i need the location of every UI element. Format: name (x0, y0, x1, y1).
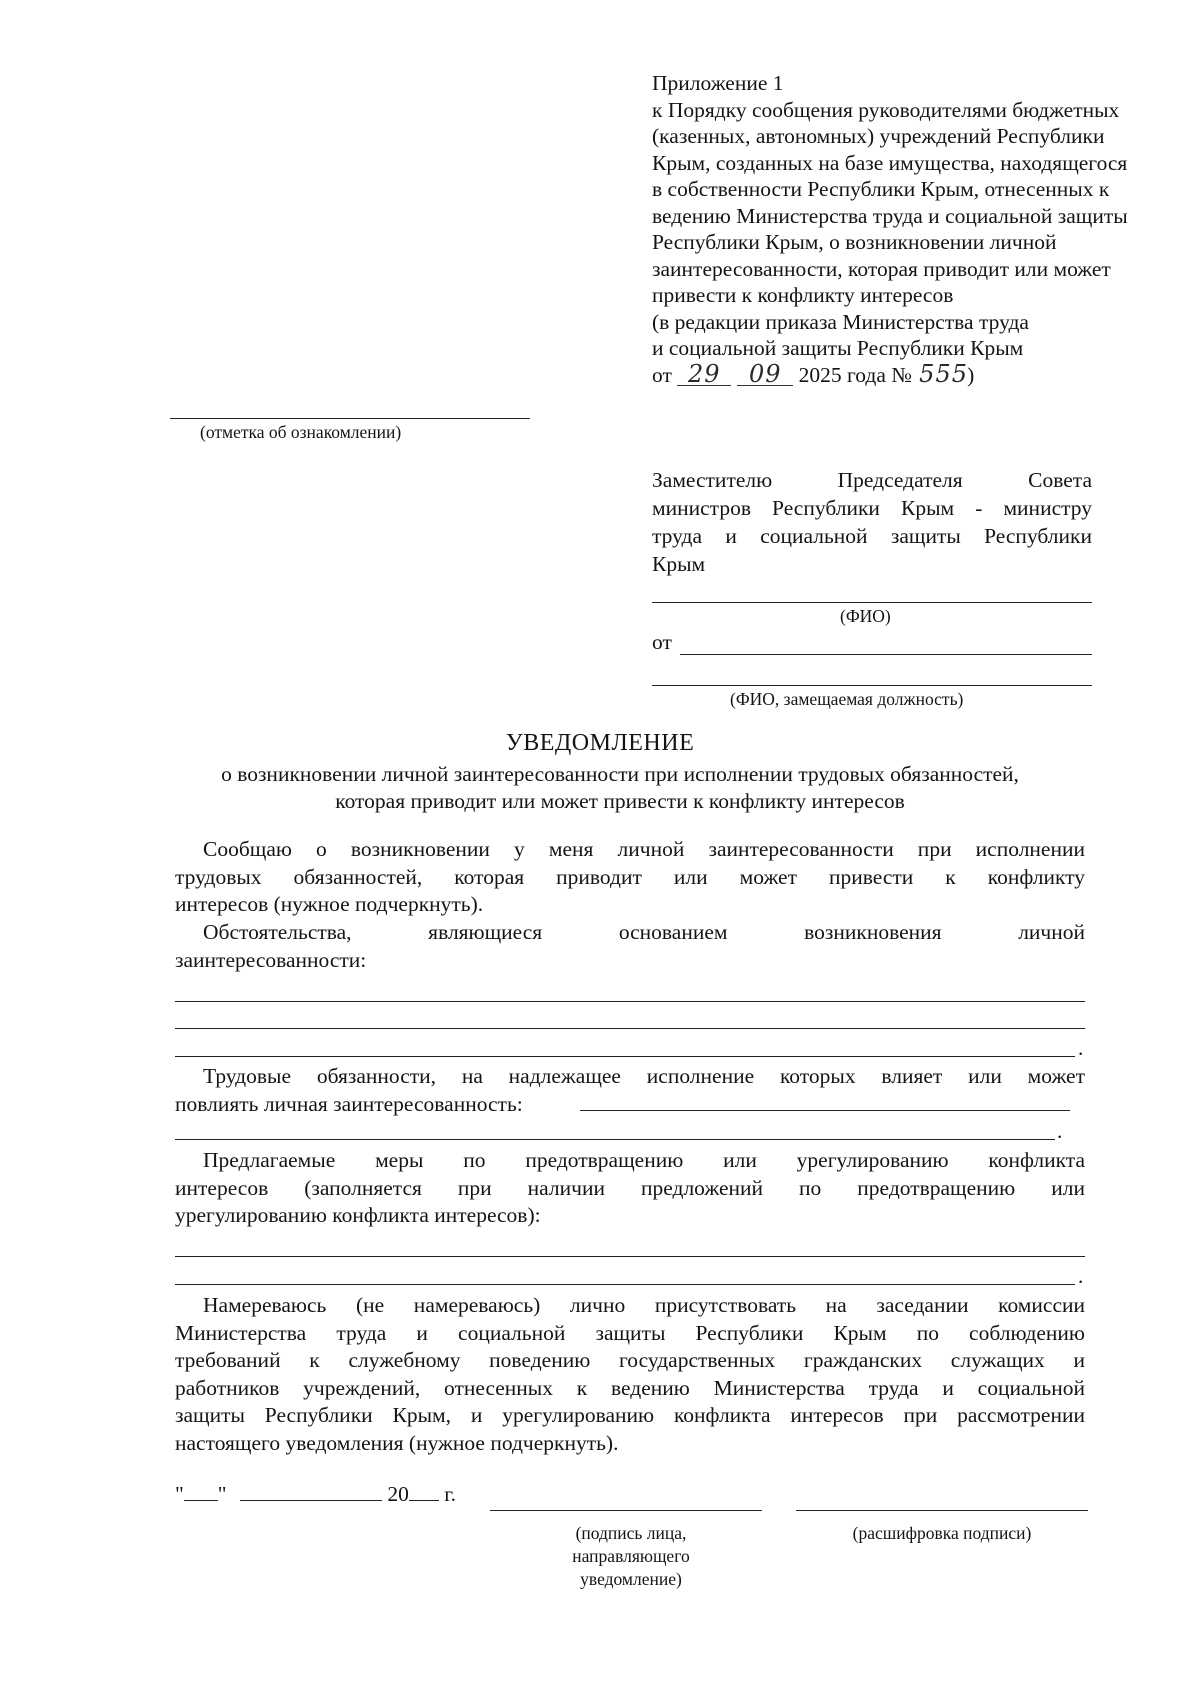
paragraph-line: урегулированию конфликта интересов): (175, 1203, 541, 1227)
date-year-text: 2025 года № (798, 362, 912, 387)
subtitle-line: которая приводит или может привести к конфликту интересов (335, 789, 905, 813)
circumstances-field-line (175, 1028, 1085, 1029)
handwritten-order-number: 555 (919, 359, 968, 388)
signature-decode-label: (расшифровка подписи) (852, 1523, 1032, 1543)
day-blank (184, 1480, 218, 1501)
appendix-line: и социальной защиты Республики Крым (652, 336, 1024, 360)
paragraph-measures (175, 1147, 1085, 1230)
line-end-dot: . (1057, 1119, 1063, 1143)
paragraph-line: работников учреждений, отнесенных к ведению Министерства труда и социальной (175, 1375, 1085, 1400)
acknowledgement-line (170, 418, 530, 419)
appendix-line: Приложение 1 (652, 71, 784, 95)
addressee-line: труда и социальной защиты Республики (652, 524, 1092, 548)
subtitle-line: о возникновении личной заинтересованности при исполнении трудовых обязанностей, (221, 762, 1019, 786)
paragraph-line: Сообщаю о возникновении у меня личной заинтересованности при исполнении (203, 837, 1085, 861)
appendix-date-line (652, 359, 1162, 389)
from-field-line (680, 654, 1092, 655)
paragraph-line: Министерства труда и социальной защиты Республики Крым по соблюдению (175, 1320, 1085, 1345)
signer-label-line: направляющего (572, 1546, 690, 1566)
appendix-line: к Порядку сообщения руководителями бюджетных (652, 97, 1120, 122)
signer-label-line: уведомление) (580, 1569, 682, 1589)
appendix-line: Республики Крым, о возникновении личной (652, 230, 1057, 254)
position-field-line (652, 685, 1092, 686)
circumstances-field-line (175, 1001, 1085, 1002)
paragraph-line: требований к служебному поведению государственных гражданских служащих и (175, 1348, 1085, 1372)
paragraph-line: настоящего уведомления (нужное подчеркнуть). (175, 1430, 619, 1455)
document-title: УВЕДОМЛЕНИЕ (505, 730, 695, 756)
from-label: от (652, 630, 672, 654)
paragraph-line: Обстоятельства, являющиеся основанием возникновения личной (203, 920, 1085, 944)
fio-position-label: (ФИО, замещаемая должность) (730, 689, 964, 709)
paragraph-line (175, 1091, 1085, 1119)
year-suffix: г. (444, 1482, 456, 1506)
handwritten-month: 09 (737, 363, 793, 386)
addressee-line: министров Республики Крым - министру (652, 496, 1092, 520)
appendix-line: заинтересованности, которая приводит или может (652, 256, 1111, 281)
fio-field-line (652, 602, 1092, 603)
quote-open: " (175, 1482, 184, 1506)
paragraph-intention (175, 1292, 1085, 1457)
addressee-block (652, 466, 1092, 578)
acknowledgement-label: (отметка об ознакомлении) (200, 422, 402, 442)
addressee-line: Крым (652, 552, 706, 576)
appendix-line: привести к конфликту интересов (652, 283, 954, 307)
signer-label (536, 1522, 726, 1591)
duties-field-line (175, 1139, 1055, 1140)
document-subtitle (150, 761, 1090, 815)
appendix-line: ведению Министерства труда и социальной защиты (652, 203, 1128, 228)
measures-field-line (175, 1256, 1085, 1257)
line-end-dot: . (1078, 1264, 1084, 1288)
fio-label: (ФИО) (840, 606, 891, 626)
year-prefix: 20 (387, 1482, 409, 1506)
circumstances-field-line (175, 1056, 1075, 1057)
paragraph-line: трудовых обязанностей, которая приводит или может привести к конфликту (175, 864, 1085, 889)
appendix-line: (в редакции приказа Министерства труда (652, 309, 1029, 334)
paragraph-line: интересов (заполняется при наличии предложений по предотвращению или (175, 1175, 1085, 1200)
paragraph-circumstances (175, 919, 1085, 974)
month-blank (240, 1480, 382, 1501)
measures-field-line (175, 1284, 1075, 1285)
date-prefix: от (652, 362, 672, 387)
duties-field-line (580, 1110, 1070, 1111)
signer-label-line: (подпись лица, (575, 1523, 687, 1543)
paragraph-line: заинтересованности: (175, 947, 367, 972)
paragraph-line: Предлагаемые меры по предотвращению или урегулированию конфликта (203, 1148, 1085, 1172)
paragraph-report (175, 836, 1085, 919)
paragraph-line: Трудовые обязанности, на надлежащее исполнение которых влияет или может (203, 1064, 1085, 1088)
quote-close: " (217, 1482, 227, 1506)
addressee-line: Заместителю Председателя Совета (652, 468, 1092, 492)
appendix-header (652, 70, 1162, 388)
appendix-line: (казенных, автономных) учреждений Республики (652, 124, 1105, 148)
handwritten-day: 29 (677, 363, 731, 386)
paragraph-line-text: повлиять личная заинтересованность: (175, 1091, 523, 1116)
paragraph-line: Намереваюсь (не намереваюсь) лично присутствовать на заседании комиссии (203, 1293, 1085, 1317)
closing-paren: ) (967, 362, 975, 387)
signature-decode-line (796, 1510, 1088, 1511)
appendix-line: в собственности Республики Крым, отнесенных к (652, 177, 1110, 201)
line-end-dot: . (1078, 1036, 1084, 1060)
paragraph-line: интересов (нужное подчеркнуть). (175, 892, 484, 916)
signature-line (490, 1510, 762, 1511)
year-blank (409, 1480, 439, 1501)
date-row (175, 1480, 456, 1507)
appendix-line: Крым, созданных на базе имущества, находящегося (652, 150, 1128, 175)
paragraph-line: защиты Республики Крым, и урегулированию конфликта интересов при рассмотрении (175, 1403, 1085, 1427)
